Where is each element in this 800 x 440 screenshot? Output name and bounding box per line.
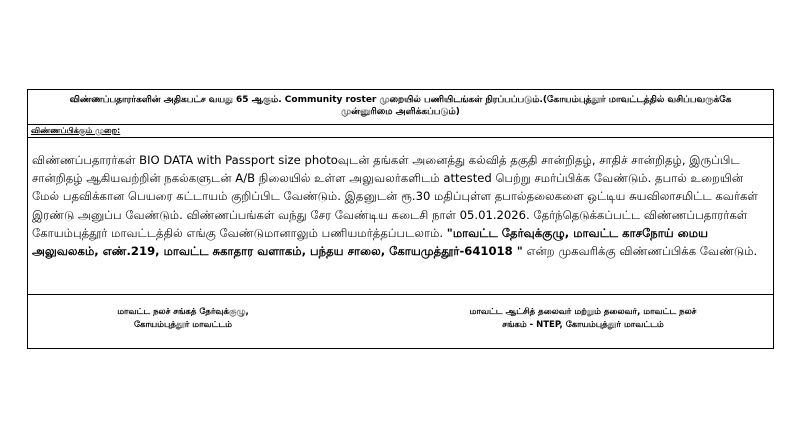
postal-address: "மாவட்ட தேர்வுக்குழு, மாவட்ட காசநோய் மைய அலுவலகம், எண்.219, மாவட்ட சுகாதார வளாகம், பந்தய சாலை, கோயமுத்தூர்-641018 ": [32, 225, 709, 259]
instructions-closing-text: என்ற முகவரிக்கு விண்ணப்பிக்க வேண்டும்.: [522, 244, 758, 259]
signature-right: [433, 306, 733, 332]
application-instructions-row: [28, 138, 773, 295]
application-method-heading-row: [28, 125, 773, 138]
instructions-text: விண்ணப்பதாரர்கள் BIO DATA with Passport size photoவுடன் தங்கள் அனைத்து கல்வித் தகுதி சான்றிதழ், சாதிச் சான்றிதழ், இருப்பிட சான்றிதழ் ஆகியவற்றின் நகல்களுடன் A/B நிலையில் உள்ள அலுவலர்களிடம் attested பெற்று சமர்ப்பிக்க வேண்டும். தபால் உறையின் மேல் பதவிக்கான பெயரை கட்டாயம் குறிப்பிட வேண்டும். இதனுடன் ரூ.30 மதிப்புள்ள தபால்தலைகளை ஒட்டிய சுயவிலாசமிட்ட கவர்கள் இரண்டு அனுப்ப வேண்டும். விண்ணப்பங்கள் வந்து சேர வேண்டிய கடைசி நாள் 05.01.2026. தேர்ந்தெடுக்கப்பட்ட விண்ணப்பதாரர்கள் கோயம்புத்தூர் மாவட்டத்தில் எங்கு வேண்டுமானாலும் பணியமர்த்தப்படலாம்.: [32, 153, 758, 240]
application-method-heading: விண்ணப்பிக்கும் முறை:: [31, 126, 121, 135]
age-eligibility-row: [28, 90, 773, 125]
age-eligibility-text: விண்ணப்பதாரர்களின் அதிகபட்ச வயது 65 ஆகும். Community roster முறையில் பணியிடங்கள் நிரப்பப்படும்.(கோயம்புத்தூர் மாவட்டத்தில் வசிப்பவருக்கே முன்னுரிமை அளிக்கப்படும்): [69, 95, 732, 117]
signature-right-line2: சங்கம் - NTEP, கோயம்புத்தூர் மாவட்டம்: [502, 320, 664, 330]
signature-left-line2: கோயம்புத்தூர் மாவட்டம்: [133, 320, 233, 330]
signature-row: [28, 295, 773, 348]
notice-table: [27, 89, 774, 349]
signature-right-line1: மாவட்ட ஆட்சித் தலைவர் மற்றும் தலைவர், மாவட்ட நலச்: [469, 307, 697, 317]
signature-left: [68, 306, 298, 332]
signature-left-line1: மாவட்ட நலச் சங்கத் தேர்வுக்குழு,: [117, 307, 249, 317]
